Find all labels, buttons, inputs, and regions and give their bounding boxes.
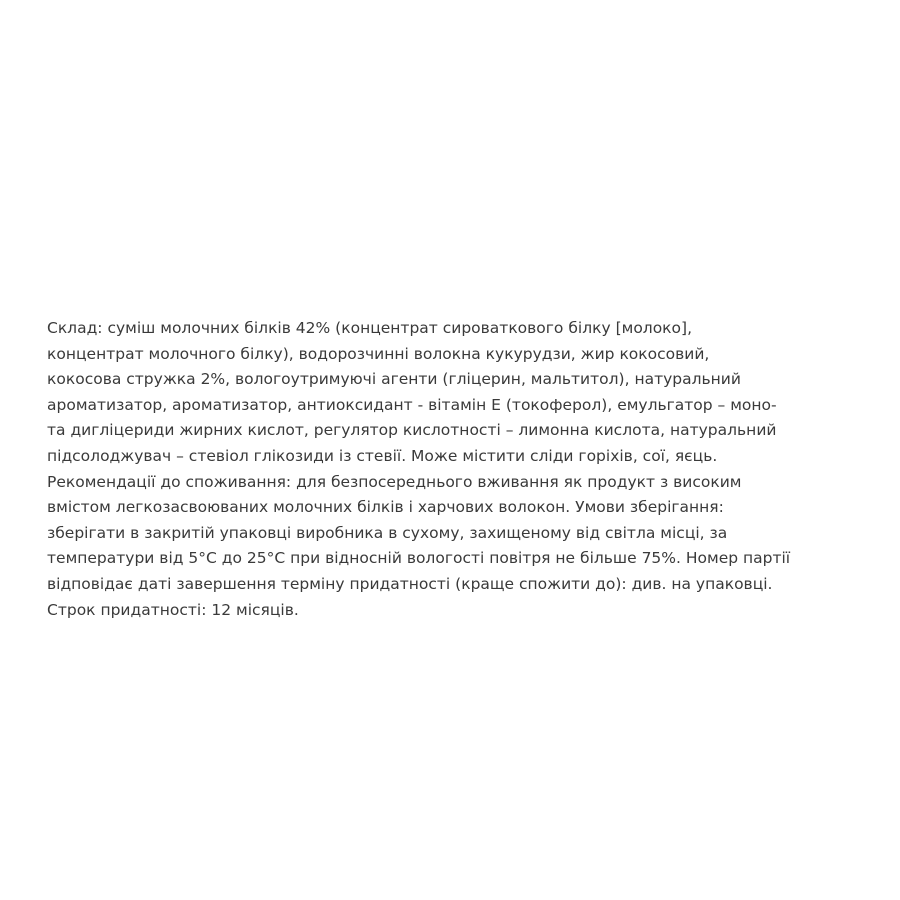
label-line-composition-2: концентрат молочного білку), водорозчинні волокна кукурудзи, жир кокосовий, bbox=[47, 344, 710, 363]
label-line-composition-4: ароматизатор, ароматизатор, антиоксидант - вітамін Е (токоферол), емульгатор – моно- bbox=[47, 395, 777, 414]
label-line-recommendations-1: Рекомендації до споживання: для безпосереднього вживання як продукт з високим bbox=[47, 472, 742, 491]
label-line-composition-5: та дигліцериди жирних кислот, регулятор кислотності – лимонна кислота, натуральний bbox=[47, 421, 777, 440]
label-line-shelf-life: Строк придатності: 12 місяців. bbox=[47, 600, 299, 619]
label-line-composition-3: кокосова стружка 2%, вологоутримуючі агенти (гліцерин, мальтитол), натуральний bbox=[47, 370, 741, 389]
label-line-storage-1: зберігати в закритій упаковці виробника в сухому, захищеному від світла місці, за bbox=[47, 523, 728, 542]
label-line-allergens: підсолоджувач – стевіол глікозиди із стевії. Може містити сліди горіхів, сої, яєць. bbox=[47, 446, 718, 465]
label-line-batch-number: відповідає даті завершення терміну придатності (краще спожити до): див. на упаковці. bbox=[47, 574, 773, 593]
label-line-storage-2: температури від 5°C до 25°C при відносній вологості повітря не більше 75%. Номер партії bbox=[47, 549, 791, 568]
label-line-recommendations-2: вмістом легкозасвоюваних молочних білків і харчових волокон. Умови зберігання: bbox=[47, 498, 724, 517]
product-label-text bbox=[47, 316, 867, 623]
label-line-composition-1: Склад: суміш молочних білків 42% (концентрат сироваткового білку [молоко], bbox=[47, 319, 693, 337]
